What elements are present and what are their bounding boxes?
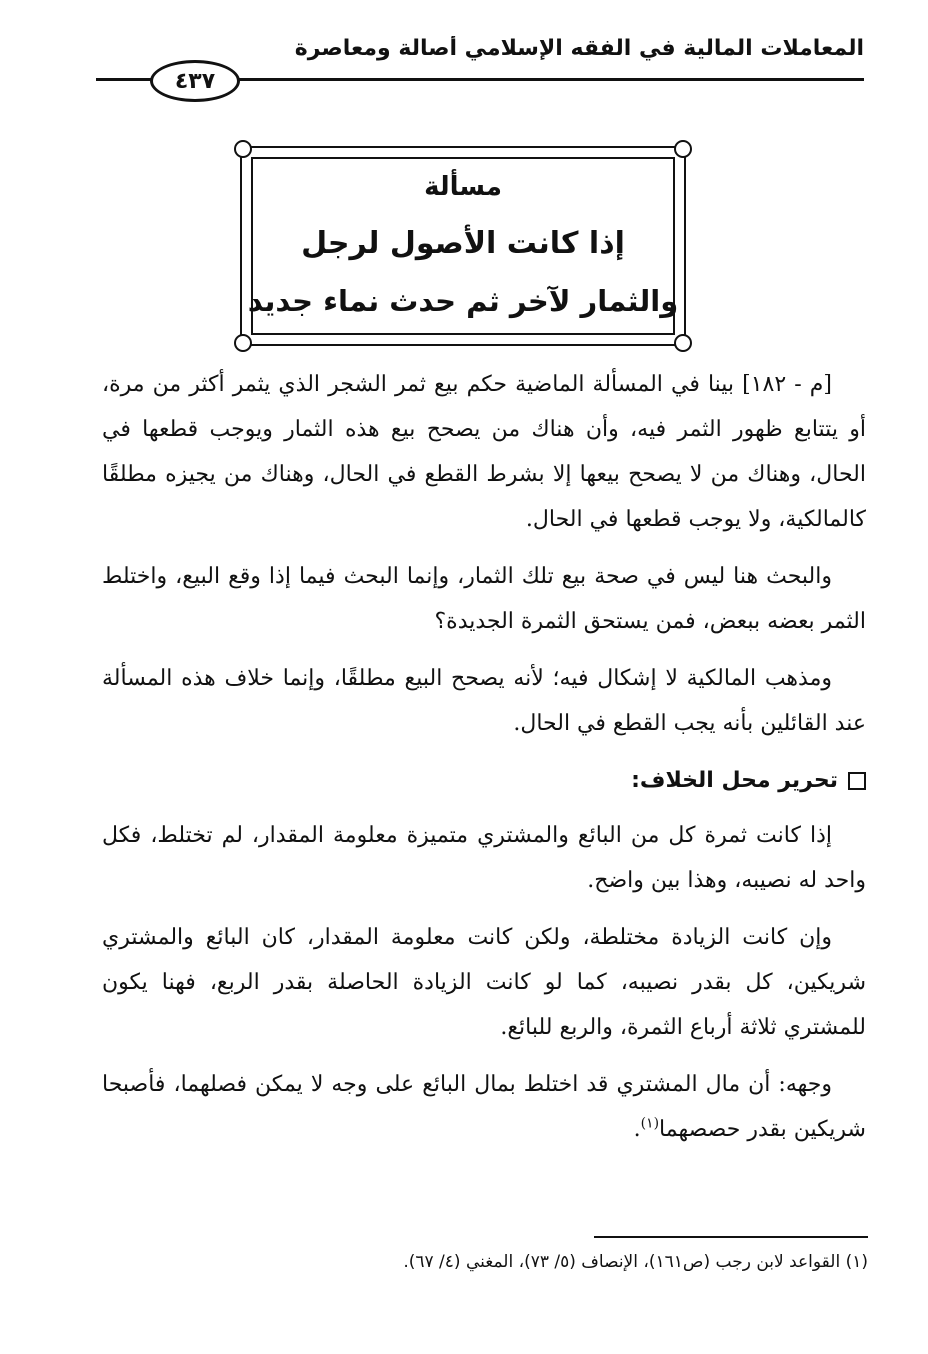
page-number: ٤٣٧ (150, 60, 240, 102)
frame-corner-ornament (234, 334, 252, 352)
paragraph: إذا كانت ثمرة كل من البائع والمشتري متميزة معلومة المقدار، لم تختلط، فكل واحد له نصيبه، وهذا بين واضح. (102, 823, 866, 893)
frame-corner-ornament (234, 140, 252, 158)
paragraph: وإن كانت الزيادة مختلطة، ولكن كانت معلومة المقدار، كان البائع والمشتري شريكين، كل بقدر نصيبه، كما لو كانت الزيادة الحاصلة بقدر الربع، فهنا يكون للمشتري ثلاثة أرباع الثمرة، والربع للبائع. (102, 925, 866, 1040)
paragraph (102, 1062, 866, 1152)
section-heading (102, 758, 866, 803)
frame-corner-ornament (674, 334, 692, 352)
footnote-reference: (١) (640, 1115, 660, 1132)
footnote-rule (594, 1236, 868, 1238)
paragraph-text: وجهه: أن مال المشتري قد اختلط بمال البائع على وجه لا يمكن فصلهما، فأصبحا شريكين بقدر حصصهما (102, 1072, 866, 1142)
square-bullet-icon (848, 772, 866, 790)
main-text (102, 362, 866, 1164)
paragraph: والبحث هنا ليس في صحة بيع تلك الثمار، وإنما البحث فيما إذا وقع البيع، واختلط الثمر بعضه ببعض، فمن يستحق الثمرة الجديدة؟ (102, 564, 866, 634)
paragraph: ومذهب المالكية لا إشكال فيه؛ لأنه يصحح البيع مطلقًا، وإنما خلاف هذه المسألة عند القائلين بأنه يجب القطع في الحال. (102, 666, 866, 736)
running-title: المعاملات المالية في الفقه الإسلامي أصالة ومعاصرة (294, 36, 864, 61)
title-line-1: مسألة (424, 172, 502, 202)
section-heading-text: تحرير محل الخلاف: (631, 768, 838, 793)
frame-corner-ornament (674, 140, 692, 158)
paragraph: [م - ١٨٢] بينا في المسألة الماضية حكم بيع ثمر الشجر الذي يثمر أكثر من مرة، أو يتتابع ظهور الثمر فيه، وأن هناك من يصحح بيع هذه الثمار ويوجب قطعها في الحال، وهناك من لا يصحح بيعها إلا بشرط القطع في الحال، وهناك من يجيزه مطلقًا كالمالكية، ولا يوجب قطعها في الحال. (102, 372, 866, 532)
paragraph-end-dot: . (633, 1117, 641, 1142)
footnote: (١) القواعد لابن رجب (ص١٦١)، الإنصاف (٥/ ٧٣)، المغني (٤/ ٦٧). (403, 1252, 868, 1272)
title-box (240, 146, 686, 346)
title-line-3: والثمار لآخر ثم حدث نماء جديد (247, 284, 679, 318)
title-line-2: إذا كانت الأصول لرجل (301, 226, 625, 261)
